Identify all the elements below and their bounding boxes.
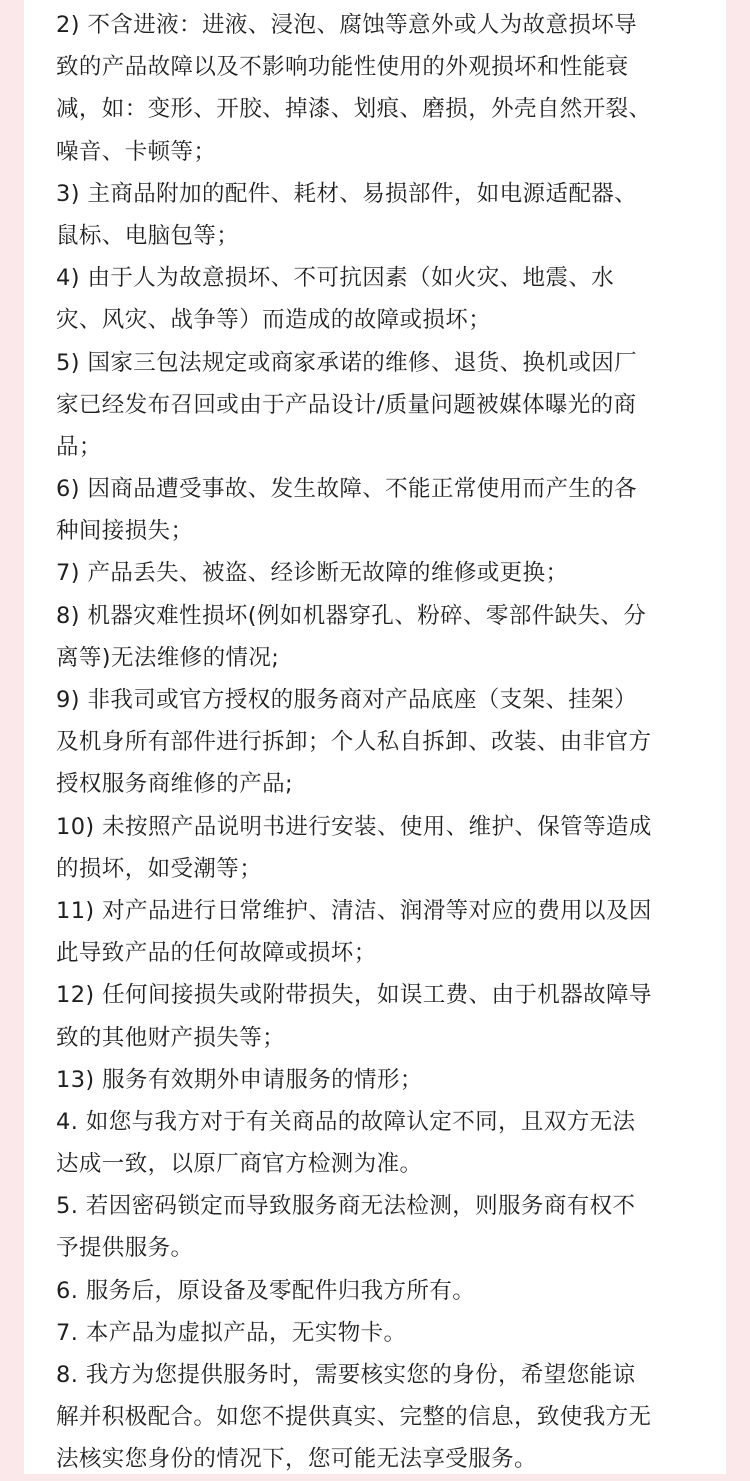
text-line: 4. 如您与我方对于有关商品的故障认定不同，且双方无法 xyxy=(56,1108,636,1135)
text-line: 8) 机器灾难性损坏(例如机器穿孔、粉碎、零部件缺失、分 xyxy=(56,602,647,629)
document-sheet xyxy=(24,0,726,1474)
text-line: 家已经发布召回或由于产品设计/质量问题被媒体曝光的商 xyxy=(56,391,637,418)
text-line: 的损坏，如受潮等； xyxy=(56,855,263,882)
text-line: 达成一致，以原厂商官方检测为准。 xyxy=(56,1151,423,1178)
text-line: 11) 对产品进行日常维护、清洁、润滑等对应的费用以及因 xyxy=(56,897,652,924)
text-line: 3) 主商品附加的配件、耗材、易损部件，如电源适配器、 xyxy=(56,180,638,207)
text-line: 13) 服务有效期外申请服务的情形； xyxy=(56,1066,423,1093)
text-line: 法核实您身份的情况下，您可能无法享受服务。 xyxy=(56,1446,537,1473)
text-line: 4) 由于人为故意损坏、不可抗因素（如火灾、地震、水 xyxy=(56,265,615,292)
text-line: 5) 国家三包法规定或商家承诺的维修、退货、换机或因厂 xyxy=(56,349,638,376)
text-line: 授权服务商维修的产品; xyxy=(56,771,293,798)
text-line: 6) 因商品遭受事故、发生故障、不能正常使用而产生的各 xyxy=(56,476,638,503)
text-line: 噪音、卡顿等； xyxy=(56,138,217,165)
text-line: 种间接损失； xyxy=(56,518,194,545)
text-line: 此导致产品的任何故障或损坏； xyxy=(56,940,377,967)
text-line: 解并积极配合。如您不提供真实、完整的信息，致使我方无 xyxy=(56,1404,652,1431)
terms-text xyxy=(56,0,716,1481)
text-line: 10) 未按照产品说明书进行安装、使用、维护、保管等造成 xyxy=(56,813,652,840)
text-line: 减，如：变形、开胶、掉漆、划痕、磨损，外壳自然开裂、 xyxy=(56,96,652,123)
text-line: 2) 不含进液：进液、浸泡、腐蚀等意外或人为故意损坏导 xyxy=(56,12,638,38)
text-line: 致的其他财产损失等； xyxy=(56,1024,286,1051)
text-line: 灾、风灾、战争等）而造成的故障或损坏； xyxy=(56,307,492,334)
text-line: 致的产品故障以及不影响功能性使用的外观损坏和性能衰 xyxy=(56,54,629,81)
text-line: 7) 产品丢失、被盗、经诊断无故障的维修或更换； xyxy=(56,560,569,587)
text-line: 6. 服务后，原设备及零配件归我方所有。 xyxy=(56,1277,476,1304)
text-line: 品； xyxy=(56,433,102,460)
text-line: 及机身所有部件进行拆卸；个人私自拆卸、改装、由非官方 xyxy=(56,729,652,756)
text-line: 12) 任何间接损失或附带损失，如误工费、由于机器故障导 xyxy=(56,982,652,1009)
text-line: 鼠标、电脑包等； xyxy=(56,222,240,249)
text-line: 离等)无法维修的情况; xyxy=(56,644,280,671)
text-line: 8. 我方为您提供服务时，需要核实您的身份，希望您能谅 xyxy=(56,1362,636,1388)
text-line: 9) 非我司或官方授权的服务商对产品底座（支架、挂架） xyxy=(56,687,638,713)
text-line: 5. 若因密码锁定而导致服务商无法检测，则服务商有权不 xyxy=(56,1193,636,1220)
text-line: 予提供服务。 xyxy=(56,1235,194,1262)
text-line: 7. 本产品为虚拟产品，无实物卡。 xyxy=(56,1319,407,1346)
